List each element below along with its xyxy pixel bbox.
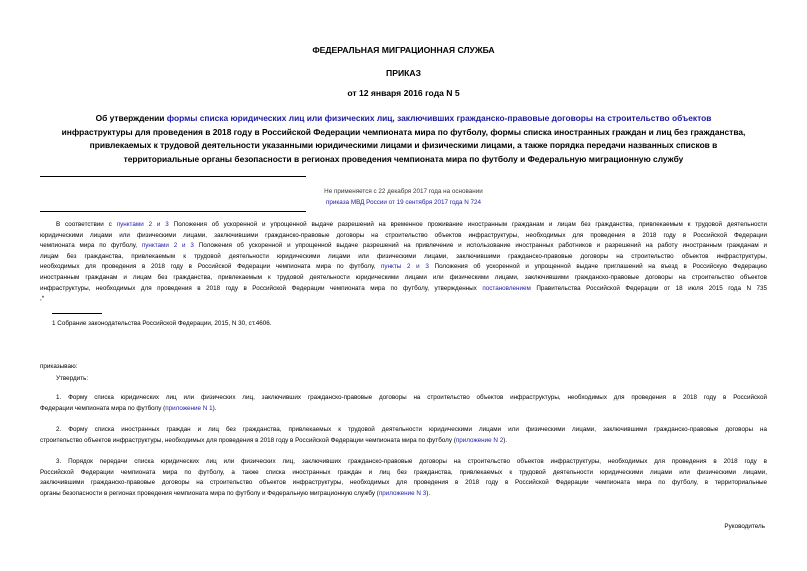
approve-word: Утвердить:: [56, 375, 89, 382]
regulation-link[interactable]: пункты 2 и 3: [381, 263, 429, 271]
preamble-line: [40, 220, 767, 231]
regulation-link[interactable]: пунктами 2 и 3: [116, 221, 169, 228]
status-note: [30, 186, 777, 208]
preamble-text: Положения об ускоренной и упрощенной выдаче приглашений на въезд в Российскую Федерацию: [428, 263, 767, 271]
title-forms-link[interactable]: формы списка юридических лиц или физических лиц, заключивших гражданско-правовые договоры на строительство объектов: [166, 113, 712, 123]
preamble-text: инфраструктуры, необходимых для проведения в 2018 году в Российской Федерации чемпионата мира по футболу, утвержденных: [40, 284, 483, 292]
preamble-text: В соответствии с: [56, 221, 117, 228]
footnote-divider: [52, 313, 102, 314]
title-prefix: Об утверждении: [95, 113, 167, 123]
preamble-line: [40, 241, 767, 252]
order-word: приказываю:: [40, 363, 78, 370]
preamble-line: иностранным гражданам и лицам без гражданства, привлекаемым к трудовой деятельности юридическими лицами или физическими лицами, заключившими гражданско-правовые договоры на строительство объектов: [40, 273, 767, 281]
divider-bottom: [40, 211, 306, 212]
item-3: [40, 457, 767, 499]
divider-top: [40, 176, 306, 177]
preamble-text: Положения об ускоренной и упрощенной выдаче разрешений на временное проживание иностранным гражданам и лицам без гражданства, привлекаемым к трудовой деятельности: [168, 221, 767, 228]
agency-name: ФЕДЕРАЛЬНАЯ МИГРАЦИОННАЯ СЛУЖБА: [312, 45, 495, 55]
item-line: [40, 436, 767, 447]
preamble-line: ,*: [40, 295, 45, 303]
preamble-paragraph: [40, 220, 767, 305]
preamble-text: чемпионата мира по футболу,: [40, 242, 142, 250]
item-line: [40, 489, 767, 500]
order-date-number: от 12 января 2016 года N 5: [347, 88, 460, 98]
title-line-3: привлекаемых к трудовой деятельности указанными юридическими лицами и физическими лицами, а также порядка передачи названных списков в: [89, 140, 718, 151]
appendix-2-link[interactable]: приложение N 2: [455, 436, 504, 444]
item-line: Российской Федерации чемпионата мира по футболу, а также списка иностранных граждан и лиц без гражданства, привлекаемых к трудовой деятельности юридическими лицами или физическими лицами,: [40, 468, 767, 476]
item-1: [40, 393, 767, 414]
resolution-link[interactable]: постановлением: [482, 284, 531, 292]
preamble-line: лицам без гражданства, привлекаемым к трудовой деятельности юридическими лицами или физическими лицами, заключившими гражданско-правовые договоры на строительство объектов инфраструктуры,: [40, 252, 767, 260]
item-line: заключившими гражданско-правовые договоры на строительство объектов инфраструктуры, необходимых для проведения в 2018 году в Российской Федерации чемпионата мира по футболу, в территориальные: [40, 479, 767, 487]
preamble-text: Правительства Российской Федерации от 18 июля 2015 года N 735: [530, 284, 767, 292]
item-text: ).: [426, 489, 431, 497]
item-text: органы безопасности в регионах проведения чемпионата мира по футболу и Федеральную миграционную службу (: [40, 489, 379, 497]
footnote: [52, 319, 272, 329]
status-note-link[interactable]: приказа МВД России от 19 сентября 2017 года N 724: [325, 199, 482, 206]
item-line: [40, 404, 767, 415]
title-line-4: территориальные органы безопасности в регионах проведения чемпионата мира по футболу и Федеральную миграционную службу: [123, 153, 684, 164]
preamble-line: юридическими лицами или физическими лицами, заключившими гражданско-правовые договоры на строительство объектов инфраструктуры, необходимых для проведения в 2018 году в Российской Федерации: [40, 231, 767, 239]
document-type: ПРИКАЗ: [386, 68, 421, 78]
status-note-text: Не применяется с 22 декабря 2017 года на основании: [324, 188, 483, 195]
preamble-text: необходимых для проведения в 2018 году в Российской Федерации чемпионата мира по футболу,: [40, 263, 382, 271]
title-line-1: [28, 112, 779, 126]
signature-role: Руководитель: [724, 523, 765, 530]
item-line: 1. Форму списка юридических лиц или физических лиц, заключивших гражданско-правовые договоры на строительство объектов инфраструктуры, необходимых для проведения в 2018 году в Российской: [56, 394, 767, 401]
appendix-3-link[interactable]: приложение N 3: [378, 489, 427, 497]
regulation-link[interactable]: пунктами 2 и 3: [141, 242, 194, 250]
preamble-line: [40, 262, 767, 273]
footnote-text: Собрание законодательства Российской Федерации, 2015, N 30, ст.4606.: [55, 320, 272, 327]
order-title: [28, 112, 779, 166]
preamble-text: Положения об ускоренной и упрощенной выдаче разрешений на привлечение и использование иностранных работников и разрешений на работу иностранным гражданам и: [193, 242, 767, 250]
item-line: 3. Порядок передачи списка юридических лиц или физических лиц, заключивших гражданско-правовые договоры на строительство объектов инфраструктуры, необходимых для проведения в 2018 году в: [56, 458, 767, 465]
item-2: [40, 425, 767, 446]
item-text: строительство объектов инфраструктуры, необходимых для проведения в 2018 году в Российской Федерации чемпионата мира по футболу (: [40, 436, 456, 444]
item-text: Федерации чемпионата мира по футболу (: [40, 404, 166, 412]
preamble-line: [40, 284, 767, 295]
appendix-1-link[interactable]: приложение N 1: [165, 404, 213, 412]
item-text: ).: [212, 404, 217, 412]
footnote-marker: 1: [52, 320, 56, 327]
item-text: ).: [503, 436, 508, 444]
item-line: 2. Форму списка иностранных граждан и лиц без гражданства, привлекаемых к трудовой деятельности юридическими лицами или физическими лицами, заключившими гражданско-правовые договоры на: [56, 426, 767, 433]
title-line-2: инфраструктуры для проведения в 2018 году в Российской Федерации чемпионата мира по футболу, формы списка иностранных граждан и лиц без гражданства,: [61, 126, 746, 137]
